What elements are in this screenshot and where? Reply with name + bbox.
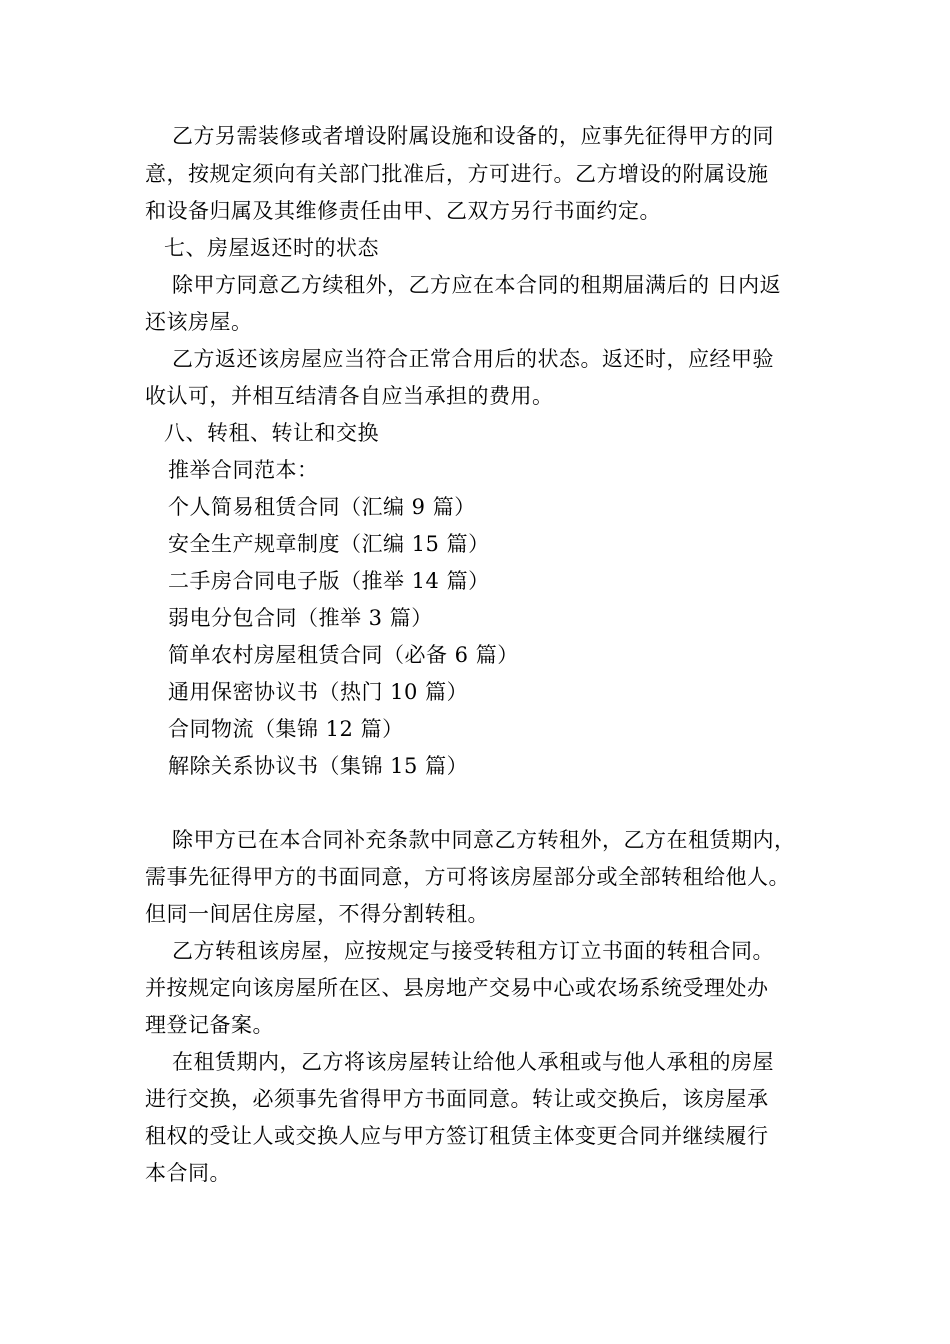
paragraph-line: 乙方转租该房屋，应按规定与接受转租方订立书面的转租合同。: [172, 939, 774, 963]
section-heading: 七、房屋返还时的状态: [164, 236, 379, 260]
recommend-link[interactable]: 二手房合同电子版（推举 14 篇）: [168, 569, 490, 593]
paragraph-line: 还该房屋。: [145, 310, 253, 334]
paragraph-line: 理登记备案。: [145, 1013, 274, 1037]
paragraph-line: 但同一间居住房屋，不得分割转租。: [145, 902, 489, 926]
paragraph-line: 需事先征得甲方的书面同意，方可将该房屋部分或全部转租给他人。: [145, 865, 790, 889]
recommend-heading: 推举合同范本：: [168, 458, 319, 482]
section-heading: 八、转租、转让和交换: [164, 421, 379, 445]
paragraph-line: 收认可，并相互结清各自应当承担的费用。: [145, 384, 554, 408]
paragraph-line: 和设备归属及其维修责任由甲、乙双方另行书面约定。: [145, 199, 661, 223]
paragraph-line: 本合同。: [145, 1161, 231, 1185]
paragraph-line: 除甲方同意乙方续租外，乙方应在本合同的租期届满后的 日内返: [172, 273, 782, 297]
paragraph-line: 租权的受让人或交换人应与甲方签订租赁主体变更合同并继续履行: [145, 1124, 769, 1148]
paragraph-line: 在租赁期内，乙方将该房屋转让给他人承租或与他人承租的房屋: [172, 1050, 774, 1074]
paragraph-line: 意，按规定须向有关部门批准后，方可进行。乙方增设的附属设施: [145, 162, 769, 186]
paragraph-line: 乙方另需装修或者增设附属设施和设备的，应事先征得甲方的同: [172, 124, 774, 148]
paragraph-line: 并按规定向该房屋所在区、县房地产交易中心或农场系统受理处办: [145, 976, 769, 1000]
recommend-link[interactable]: 合同物流（集锦 12 篇）: [168, 717, 404, 741]
paragraph-line: 进行交换，必须事先省得甲方书面同意。转让或交换后，该房屋承: [145, 1087, 769, 1111]
recommend-link[interactable]: 解除关系协议书（集锦 15 篇）: [168, 754, 469, 778]
recommend-link[interactable]: 通用保密协议书（热门 10 篇）: [168, 680, 469, 704]
recommend-link[interactable]: 个人简易租赁合同（汇编 9 篇）: [168, 495, 476, 519]
paragraph-line: 乙方返还该房屋应当符合正常合用后的状态。返还时，应经甲验: [172, 347, 774, 371]
recommend-link[interactable]: 安全生产规章制度（汇编 15 篇）: [168, 532, 490, 556]
recommend-link[interactable]: 简单农村房屋租赁合同（必备 6 篇）: [168, 643, 519, 667]
recommend-link[interactable]: 弱电分包合同（推举 3 篇）: [168, 606, 433, 630]
paragraph-line: 除甲方已在本合同补充条款中同意乙方转租外，乙方在租赁期内，: [172, 828, 796, 852]
